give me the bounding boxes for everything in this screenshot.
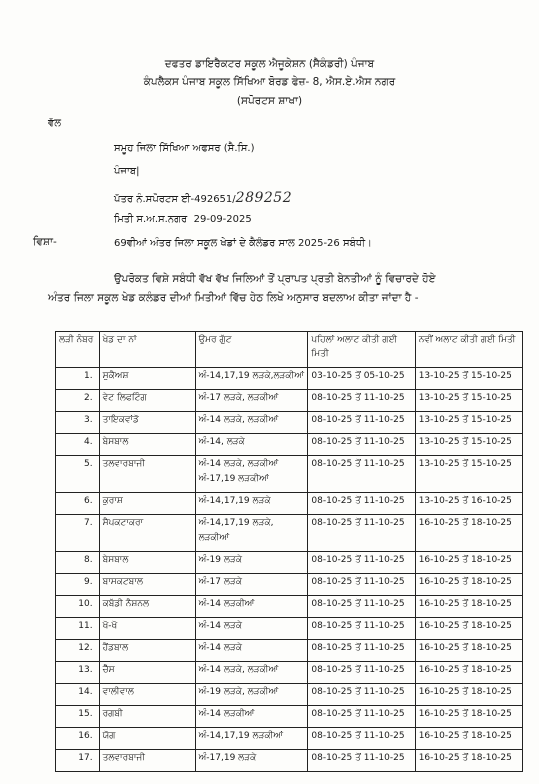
row-new-date: 16-10-25 ਤੋਂ 18-10-25 — [415, 596, 522, 618]
table-row — [56, 456, 523, 493]
row-new-date: 16-10-25 ਤੋਂ 18-10-25 — [415, 574, 522, 596]
date-label: ਮਿਤੀ ਸ.ਅ.ਸ.ਨਗਰ — [114, 214, 188, 225]
row-game: ਤਲਵਾਰਬਾਜੀ — [99, 456, 195, 493]
row-age-group: ਅੰ-14 ਲੜਕੀਆਂ — [195, 706, 308, 728]
row-age-group: ਅੰ-19 ਲੜਕੇ — [195, 552, 308, 574]
row-old-date: 08-10-25 ਤੋਂ 11-10-25 — [308, 618, 415, 640]
row-age-group: ਅੰ-14 ਲੜਕੇ, ਲੜਕੀਆਂ — [195, 412, 308, 434]
row-game: ਤਲਵਾਰਬਾਜੀ — [99, 750, 195, 772]
row-age-group: ਅੰ-19 ਲੜਕੇ, ਲੜਕੀਆਂ — [195, 684, 308, 706]
row-age-group: ਅੰ-14,17,19 ਲੜਕੇ,ਲੜਕੀਆਂ — [195, 368, 308, 390]
row-new-date: 16-10-25 ਤੋਂ 18-10-25 — [415, 662, 522, 684]
letter-number — [114, 190, 292, 206]
row-serial: 2. — [56, 390, 100, 412]
row-age-group: ਅੰ-17,19 ਲੜਕੇ — [195, 750, 308, 772]
row-age-group: ਅੰ-14 ਲੜਕੇ — [195, 618, 308, 640]
body-line-2: ਅੰਤਰ ਜਿਲਾ ਸਕੂਲ ਖੇਡ ਕਲੰਡਰ ਦੀਆਂ ਮਿਤੀਆਂ ਵਿੱਚ ਹੇਠ ਲਿਖੇ ਅਨੁਸਾਰ ਬਦਲਾਅ ਕੀਤਾ ਜਾਂਦਾ ਹੈ - — [48, 292, 419, 304]
row-new-date: 16-10-25 ਤੋਂ 18-10-25 — [415, 706, 522, 728]
row-serial: 14. — [56, 684, 100, 706]
table-row — [56, 662, 523, 684]
row-old-date: 08-10-25 ਤੋਂ 11-10-25 — [308, 552, 415, 574]
row-game: ਵੇਟ ਲਿਫਟਿੰਗ — [99, 390, 195, 412]
row-game: ਤਾਇਕਵਾਂਡੋ — [99, 412, 195, 434]
row-serial: 13. — [56, 662, 100, 684]
row-game: ਹੈਂਡਬਾਲ — [99, 640, 195, 662]
date-value: 29-09-2025 — [193, 214, 252, 225]
header-age-group: ਉਮਰ ਗੁੱਟ — [195, 332, 308, 368]
row-game: ਬਾਸਕਟਬਾਲ — [99, 574, 195, 596]
table-row — [56, 515, 523, 552]
table-row — [56, 684, 523, 706]
table-row — [56, 368, 523, 390]
table-row — [56, 552, 523, 574]
row-serial: 15. — [56, 706, 100, 728]
row-serial: 12. — [56, 640, 100, 662]
row-old-date: 08-10-25 ਤੋਂ 11-10-25 — [308, 412, 415, 434]
row-old-date: 08-10-25 ਤੋਂ 11-10-25 — [308, 706, 415, 728]
branch-name: (ਸਪੋਰਟਸ ਸ਼ਾਖਾ) — [236, 95, 303, 107]
row-serial: 10. — [56, 596, 100, 618]
row-serial: 16. — [56, 728, 100, 750]
to-label: ਵੱਲ — [48, 118, 62, 129]
row-serial: 1. — [56, 368, 100, 390]
state: ਪੰਜਾਬ| — [114, 166, 140, 177]
row-old-date: 08-10-25 ਤੋਂ 11-10-25 — [308, 434, 415, 456]
row-age-group: ਅੰ-14,17,19 ਲੜਕੀਆਂ — [195, 728, 308, 750]
header-serial: ਲੜੀ ਨੰਬਰ — [56, 332, 100, 368]
row-new-date: 16-10-25 ਤੋਂ 18-10-25 — [415, 515, 522, 552]
table-body — [56, 368, 523, 772]
table-row — [56, 390, 523, 412]
row-new-date: 16-10-25 ਤੋਂ 18-10-25 — [415, 552, 522, 574]
row-age-group: ਅੰ-14,17,19 ਲੜਕੇ, ਲੜਕੀਆਂ — [195, 515, 308, 552]
row-serial: 6. — [56, 493, 100, 515]
row-serial: 9. — [56, 574, 100, 596]
schedule-table — [55, 331, 523, 772]
row-old-date: 08-10-25 ਤੋਂ 11-10-25 — [308, 640, 415, 662]
table-row — [56, 574, 523, 596]
row-new-date: 13-10-25 ਤੋਂ 15-10-25 — [415, 368, 522, 390]
row-age-group: ਅੰ-14 ਲੜਕੇ, ਲੜਕੀਆਂ ਅੰ-17,19 ਲੜਕੀਆਂ — [195, 456, 308, 493]
row-game: ਸੈਪਕਟਾਕਰਾ — [99, 515, 195, 552]
row-serial: 17. — [56, 750, 100, 772]
table-row — [56, 618, 523, 640]
row-serial: 11. — [56, 618, 100, 640]
row-new-date: 13-10-25 ਤੋਂ 15-10-25 — [415, 390, 522, 412]
table-row — [56, 750, 523, 772]
body-line-1: ਉਪਰੋਕਤ ਵਿਸ਼ੇ ਸਬੰਧੀ ਵੱਖ ਵੱਖ ਜਿਲਿਆਂ ਤੋਂ ਪ੍ਰਾਪਤ ਪ੍ਰਤੀ ਬੇਨਤੀਆਂ ਨੂੰ ਵਿਚਾਰਦੇ ਹੋਏ — [114, 273, 436, 285]
handwritten-number: 289252 — [235, 190, 293, 206]
row-new-date: 16-10-25 ਤੋਂ 18-10-25 — [415, 684, 522, 706]
row-new-date: 16-10-25 ਤੋਂ 18-10-25 — [415, 640, 522, 662]
row-age-group: ਅੰ-14 ਲੜਕੀਆਂ — [195, 596, 308, 618]
table-row — [56, 493, 523, 515]
row-new-date: 13-10-25 ਤੋਂ 16-10-25 — [415, 493, 522, 515]
row-game: ਕਬੱਡੀ ਨੈਸ਼ਨਲ — [99, 596, 195, 618]
row-serial: 7. — [56, 515, 100, 552]
subject-label: ਵਿਸ਼ਾ- — [33, 236, 57, 248]
row-old-date: 08-10-25 ਤੋਂ 11-10-25 — [308, 684, 415, 706]
table-row — [56, 596, 523, 618]
row-game: ਸੁਕੈਅਸ਼ — [99, 368, 195, 390]
row-old-date: 08-10-25 ਤੋਂ 11-10-25 — [308, 456, 415, 493]
row-age-group: ਅੰ-17 ਲੜਕੇ, ਲੜਕੀਆਂ — [195, 390, 308, 412]
table-row — [56, 728, 523, 750]
row-new-date: 13-10-25 ਤੋਂ 15-10-25 — [415, 412, 522, 434]
row-old-date: 03-10-25 ਤੋਂ 05-10-25 — [308, 368, 415, 390]
subject-text: 69ਵੀਆਂ ਅੰਤਰ ਜਿਲਾ ਸਕੂਲ ਖੇਡਾਂ ਦੇ ਕੈਲੰਡਰ ਸਾਲ 2025-26 ਸਬੰਧੀ। — [114, 238, 372, 249]
row-old-date: 08-10-25 ਤੋਂ 11-10-25 — [308, 596, 415, 618]
row-game: ਖੋ-ਖੋ — [99, 618, 195, 640]
office-address: ਕੰਪਲੈਕਸ ਪੰਜਾਬ ਸਕੂਲ ਸਿੱਖਿਆ ਬੋਰਡ ਫੇਜ਼- 8, ਐਸ.ਏ.ਐਸ ਨਗਰ — [143, 76, 396, 88]
row-age-group: ਅੰ-14, ਲੜਕੇ — [195, 434, 308, 456]
row-new-date: 16-10-25 ਤੋਂ 18-10-25 — [415, 750, 522, 772]
row-serial: 3. — [56, 412, 100, 434]
row-old-date: 08-10-25 ਤੋਂ 11-10-25 — [308, 574, 415, 596]
row-serial: 8. — [56, 552, 100, 574]
row-serial: 4. — [56, 434, 100, 456]
row-new-date: 16-10-25 ਤੋਂ 18-10-25 — [415, 618, 522, 640]
letter-number-label: ਪੱਤਰ ਨੰ.ਸਪੋਰਟਸ ਈ-492651/ — [114, 194, 236, 205]
office-title: ਦਫਤਰ ਡਾਇਰੈਕਟਰ ਸਕੂਲ ਐਜੂਕੇਸ਼ਨ (ਸੈਕੰਡਰੀ) ਪੰਜਾਬ — [164, 58, 375, 70]
row-old-date: 08-10-25 ਤੋਂ 11-10-25 — [308, 750, 415, 772]
row-new-date: 13-10-25 ਤੋਂ 15-10-25 — [415, 434, 522, 456]
row-old-date: 08-10-25 ਤੋਂ 11-10-25 — [308, 662, 415, 684]
header-old-date: ਪਹਿਲਾਂ ਅਲਾਟ ਕੀਤੀ ਗਈ ਮਿਤੀ — [308, 332, 415, 368]
row-old-date: 08-10-25 ਤੋਂ 11-10-25 — [308, 390, 415, 412]
row-new-date: 13-10-25 ਤੋਂ 15-10-25 — [415, 456, 522, 493]
row-old-date: 08-10-25 ਤੋਂ 11-10-25 — [308, 728, 415, 750]
row-game: ਬੇਸਬਾਲ — [99, 434, 195, 456]
row-age-group: ਅੰ-14 ਲੜਕੇ, ਲੜਕੀਆਂ — [195, 662, 308, 684]
row-serial: 5. — [56, 456, 100, 493]
row-old-date: 08-10-25 ਤੋਂ 11-10-25 — [308, 493, 415, 515]
table-row — [56, 640, 523, 662]
row-game: ਵਾਲੀਵਾਲ — [99, 684, 195, 706]
row-game: ਚੈੱਸ — [99, 662, 195, 684]
header-game: ਖੇਡ ਦਾ ਨਾਂ — [99, 332, 195, 368]
table-row — [56, 434, 523, 456]
recipient: ਸਮੂਹ ਜਿਲਾ ਸਿੱਖਿਆ ਅਫਸਰ (ਸੈ.ਸਿ.) — [114, 143, 255, 154]
row-age-group: ਅੰ-14 ਲੜਕੇ — [195, 640, 308, 662]
letter-date — [114, 214, 252, 225]
row-game: ਕੁਰਾਸ਼ — [99, 493, 195, 515]
table-header-row — [56, 332, 523, 368]
row-old-date: 08-10-25 ਤੋਂ 11-10-25 — [308, 515, 415, 552]
table-row — [56, 412, 523, 434]
row-game: ਰਗਬੀ — [99, 706, 195, 728]
header-new-date: ਨਵੀਂ ਅਲਾਟ ਕੀਤੀ ਗਈ ਮਿਤੀ — [415, 332, 522, 368]
table-row — [56, 706, 523, 728]
row-age-group: ਅੰ-14,17,19 ਲੜਕੇ — [195, 493, 308, 515]
row-new-date: 16-10-25 ਤੋਂ 18-10-25 — [415, 728, 522, 750]
row-game: ਬੇਸਬਾਲ — [99, 552, 195, 574]
row-age-group: ਅੰ-17 ਲੜਕੇ — [195, 574, 308, 596]
row-game: ਯੋਗ — [99, 728, 195, 750]
